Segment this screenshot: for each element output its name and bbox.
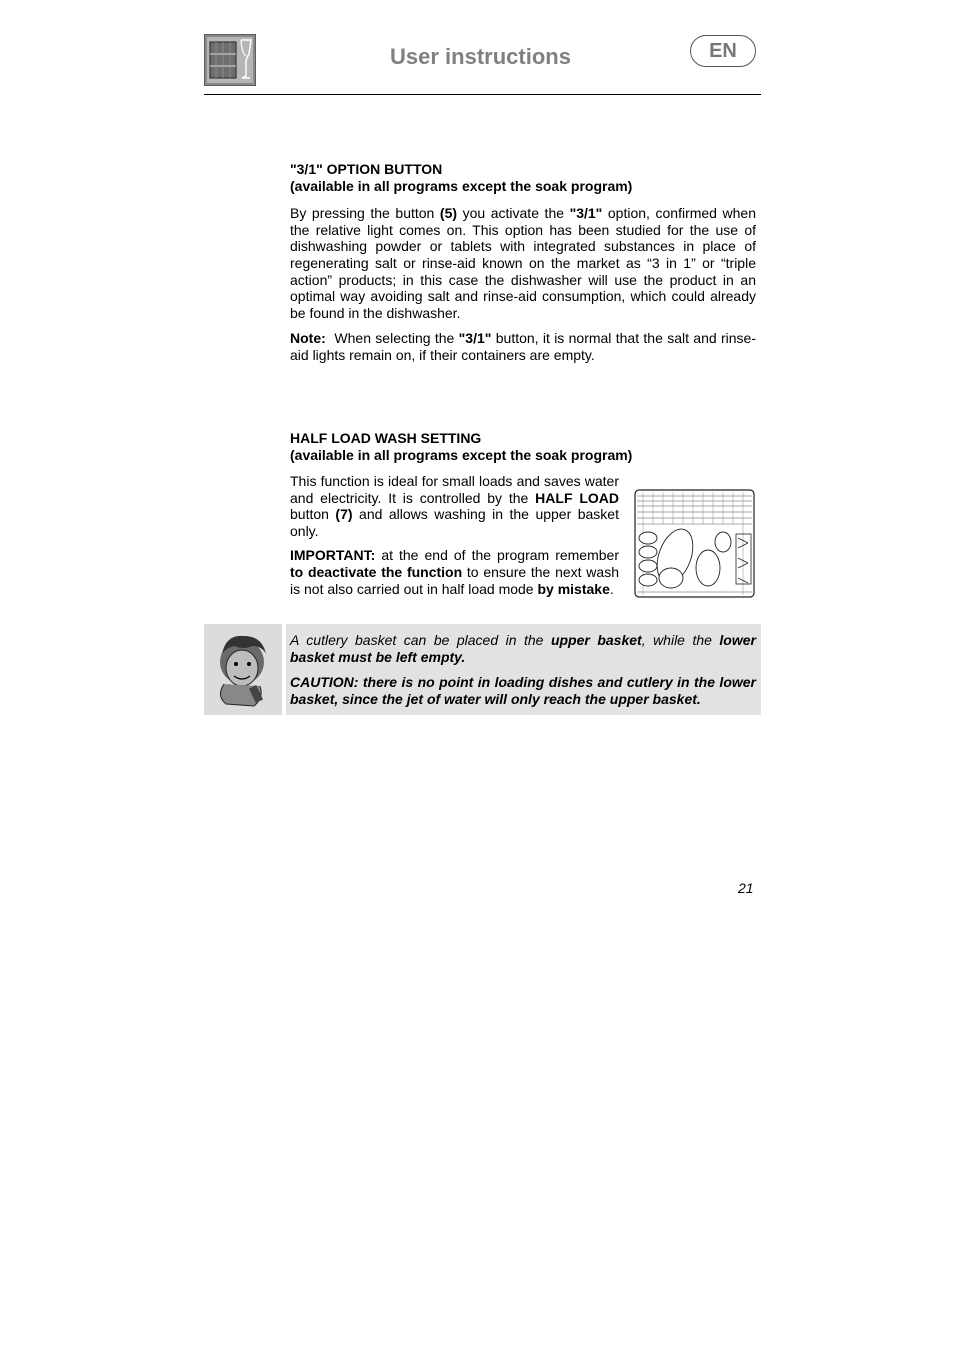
notice-line: A cutlery basket can be placed in the upper basket, while the lower basket must be left empty. (290, 632, 756, 665)
paragraph: By pressing the button (5) you activate the "3/1" option, confirmed when the relative light comes on. This option has been studied for the use of dishwashing powder or tablets with integrated substances in place of regenerating salt or rinse-aid known on the market as “3 in 1” or “triple action” products; in this case the dishwasher will use the product in an optimal way avoiding salt and rinse-aid consumption, which could already be found in the dishwasher. (290, 205, 756, 321)
section-subtitle: (available in all programs except the soak program) (290, 446, 633, 463)
section-subtitle: (available in all programs except the soak program) (290, 177, 633, 194)
language-badge: EN (690, 35, 756, 67)
section-half-load-body (290, 473, 619, 597)
header-divider (204, 94, 761, 95)
important-paragraph: IMPORTANT: at the end of the program remember to deactivate the function to ensure the next wash is not also carried out in half load mode by mistake. (290, 547, 619, 597)
notice-text (290, 632, 756, 707)
notice-icon-cell (204, 624, 282, 715)
section-title: HALF LOAD WASH SETTING (290, 430, 482, 446)
dishwasher-icon (204, 34, 256, 86)
note-paragraph: Note: When selecting the "3/1" button, it is normal that the salt and rinse-aid lights remain on, if their containers are empty. (290, 330, 756, 363)
technician-icon (204, 624, 282, 715)
caution-line: CAUTION: there is no point in loading dishes and cutlery in the lower basket, since the jet of water will only reach the upper basket. (290, 674, 756, 707)
page-title: User instructions (390, 44, 571, 69)
notice-box (204, 624, 761, 715)
page-number: 21 (738, 880, 754, 896)
section-title: "3/1" OPTION BUTTON (290, 161, 443, 177)
section-half-load (290, 430, 756, 463)
section-3-1-option (290, 161, 756, 364)
paragraph: This function is ideal for small loads and saves water and electricity. It is controlled by the HALF LOAD button (7) and allows washing in the upper basket only. (290, 473, 619, 539)
upper-basket-illustration (633, 488, 756, 600)
